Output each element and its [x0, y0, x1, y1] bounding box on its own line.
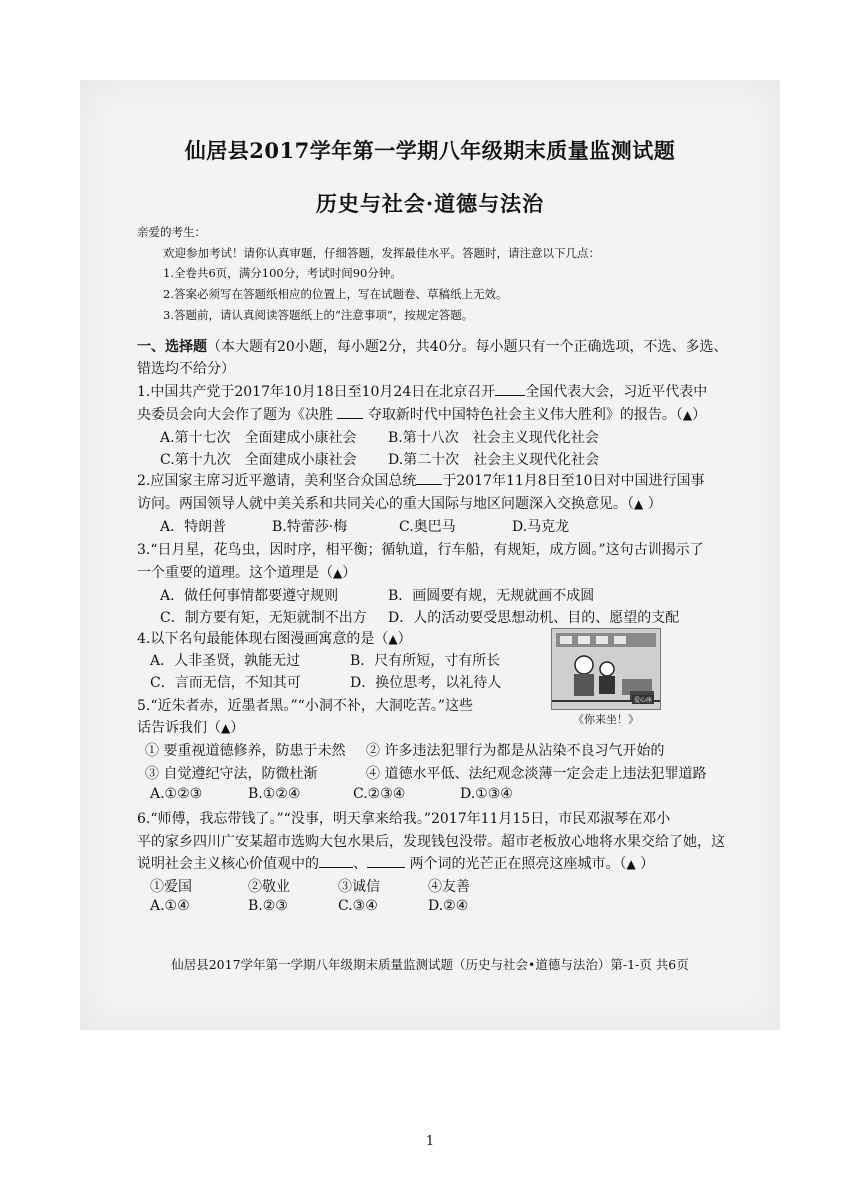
option-d: D.马克龙	[512, 519, 570, 535]
cartoon-image	[551, 628, 661, 710]
option-a: A．做任何事情都要遵守规则	[160, 588, 339, 604]
option-b: B．尺有所短，寸有所长	[350, 653, 501, 669]
option-d: D．人的活动要受思想动机、目的、愿望的支配	[388, 610, 680, 626]
notice-item: 3.答题前，请认真阅读答题纸上的“注意事项”，按规定答题。	[163, 308, 474, 322]
value-3: ③诚信	[338, 879, 380, 895]
question-6-cont2: 说明社会主义核心价值观中的 、 两个词的光芒正在照亮这座城市。（▲ ）	[137, 856, 655, 872]
option-d: D.①③④	[460, 786, 513, 802]
question-3: 3.“日月星，花鸟虫，因时序，相平衡；循轨道，行车船，有规矩，成方圆。”这句古训揭示了	[137, 542, 704, 558]
notice-item: 1.全卷共6页，满分100分，考试时间90分钟。	[163, 266, 402, 280]
question-1-cont: 央委员会向大会作了题为《决胜 夺取新时代中国特色社会主义伟大胜利》的报告。（▲）	[137, 407, 707, 423]
exam-subtitle: 历史与社会·道德与法治	[315, 191, 545, 216]
statement-1: ① 要重视道德修养，防患于未然	[145, 743, 346, 759]
option-c: C.奥巴马	[399, 519, 456, 535]
option-c: C．言而无信，不知其可	[150, 675, 301, 691]
option-d: D．换位思考，以礼待人	[350, 675, 502, 691]
page-number: 1	[425, 1134, 435, 1149]
value-2: ②敬业	[248, 879, 290, 895]
option-a: A．特朗普	[160, 519, 227, 535]
option-b: B.①②④	[248, 786, 301, 802]
notice-item: 2.答案必须写在答题纸相应的位置上，写在试题卷、草稿纸上无效。	[163, 287, 508, 301]
option-a: A．人非圣贤，孰能无过	[150, 653, 301, 669]
option-b: B.特蕾莎·梅	[272, 519, 348, 535]
question-5-cont: 话告诉我们（▲）	[137, 720, 245, 736]
value-1: ①爱国	[150, 879, 192, 895]
cartoon-badge: 爱心座	[634, 697, 653, 704]
option-c: C．制方要有矩，无矩就制不出方	[160, 610, 367, 626]
option-c: C.第十九次 全面建成小康社会	[160, 452, 357, 468]
question-2-cont: 访问。两国领导人就中美关系和共同关心的重大国际与地区问题深入交换意见。（▲ ）	[137, 496, 662, 512]
question-3-cont: 一个重要的道理。这个道理是（▲）	[137, 565, 357, 581]
question-2: 2.应国家主席习近平邀请，美利坚合众国总统 于2017年11月8日至10日对中国进行国事	[137, 473, 705, 489]
option-c: C.②③④	[353, 786, 406, 802]
page-footer: 仙居县2017学年第一学期八年级期末质量监测试题（历史与社会•道德与法治）第-1-页 共6页	[171, 957, 689, 972]
question-6-cont: 平的家乡四川广安某超市选购大包水果后，发现钱包没带。超市老板放心地将水果交给了她，这	[137, 834, 725, 850]
statement-2: ② 许多违法犯罪行为都是从沾染不良习气开始的	[366, 743, 665, 759]
value-4: ④友善	[428, 879, 470, 895]
section-heading: 一、选择题（本大题有20小题，每小题2分，共40分。每小题只有一个正确选项，不选、多选、	[137, 339, 728, 355]
exam-title: 仙居县2017学年第一学期八年级期末质量监测试题	[184, 138, 676, 163]
question-5: 5.“近朱者赤，近墨者黑。”“小洞不补，大洞吃苦。”这些	[137, 698, 473, 714]
question-4: 4.以下名句最能体现右图漫画寓意的是（▲）	[137, 631, 412, 647]
statement-4: ④ 道德水平低、法纪观念淡薄一定会走上违法犯罪道路	[366, 766, 707, 782]
question-6: 6.“师傅，我忘带钱了。”“没事，明天拿来给我。”2017年11月15日，市民邓淑琴在邓小	[137, 811, 671, 827]
notice-greeting: 亲爱的考生：	[137, 225, 206, 239]
question-1: 1.中国共产党于2017年10月18日至10月24日在北京召开 全国代表大会，习近平代表中	[137, 384, 708, 400]
option-a: A.①④	[150, 898, 190, 914]
option-d: D.第二十次 社会主义现代化社会	[388, 452, 600, 468]
option-d: D.②④	[428, 898, 469, 914]
statement-3: ③ 自觉遵纪守法，防微杜渐	[145, 766, 318, 782]
section-desc: 错选均不给分）	[137, 361, 235, 377]
notice-intro: 欢迎参加考试！请你认真审题，仔细答题，发挥最佳水平。答题时，请注意以下几点：	[163, 246, 600, 260]
option-c: C.③④	[338, 898, 378, 914]
option-a: A.①②③	[150, 786, 203, 802]
option-a: A.第十七次 全面建成小康社会	[160, 430, 357, 446]
option-b: B．画圆要有规，无规就画不成圆	[388, 588, 595, 604]
option-b: B.②③	[248, 898, 288, 914]
option-b: B.第十八次 社会主义现代化社会	[388, 430, 599, 446]
cartoon-caption: 《你来坐！》	[573, 713, 639, 726]
